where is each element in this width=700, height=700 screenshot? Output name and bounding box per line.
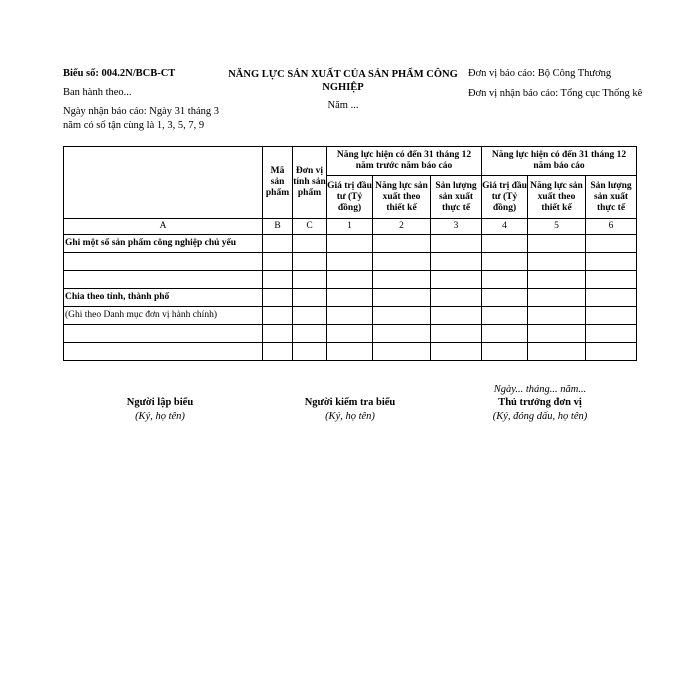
receiving-unit: Đơn vị nhận báo cáo: Tổng cục Thống kê: [468, 88, 643, 99]
col-letter: 4: [482, 219, 528, 235]
header-group-previous-year: Năng lực hiện có đến 31 tháng 12 năm trước năm báo cáo: [327, 147, 482, 176]
signature-preparer: [80, 396, 240, 424]
col-letter: 6: [586, 219, 637, 235]
header-product-code: Mã sản phẩm: [263, 147, 293, 219]
header-design-capacity-prev: Năng lực sản xuất theo thiết kế: [373, 176, 431, 219]
col-letter: 3: [431, 219, 482, 235]
row-label: (Ghi theo Danh mục đơn vị hành chính): [64, 307, 263, 325]
signature-head: [460, 396, 620, 424]
preparer-note: (Ký, họ tên): [135, 411, 185, 422]
row-label: [64, 253, 263, 271]
report-received-date: Ngày nhận báo cáo: Ngày 31 tháng 3 năm có số tận cùng là 1, 3, 5, 7, 9: [63, 106, 219, 131]
signature-date: Ngày... tháng... năm...: [493, 384, 587, 395]
row-label: Chia theo tỉnh, thành phố: [64, 289, 263, 307]
page-title: NĂNG LỰC SẢN XUẤT CỦA SẢN PHẨM CÔNG NGHIỆP: [228, 69, 458, 93]
signature-checker: [270, 396, 430, 424]
header-investment-value-prev: Giá trị đầu tư (Tỷ đồng): [327, 176, 373, 219]
preparer-title: Người lập biểu: [126, 397, 194, 408]
col-letter: B: [263, 219, 293, 235]
row-label: [64, 271, 263, 289]
row-label: [64, 325, 263, 343]
header-actual-output-curr: Sản lượng sản xuất thực tế: [586, 176, 637, 219]
table-row: [64, 325, 637, 343]
row-label: [64, 343, 263, 361]
header-actual-output-prev: Sản lượng sản xuất thực tế: [431, 176, 482, 219]
reporting-unit: Đơn vị báo cáo: Bộ Công Thương: [468, 68, 612, 79]
capacity-table: [63, 146, 637, 361]
table-row: [64, 289, 637, 307]
head-title: Thủ trưởng đơn vị: [498, 397, 582, 408]
head-note: (Ký, đóng dấu, họ tên): [492, 411, 588, 422]
header-investment-value-curr: Giá trị đầu tư (Tỷ đồng): [482, 176, 528, 219]
form-number: Biểu số: 004.2N/BCB-CT: [63, 68, 176, 79]
header-group-current-year: Năng lực hiện có đến 31 tháng 12 năm báo cáo: [482, 147, 637, 176]
table-row: [64, 253, 637, 271]
header-unit: Đơn vị tính sản phẩm: [293, 147, 327, 219]
header-design-capacity-curr: Năng lực sản xuất theo thiết kế: [528, 176, 586, 219]
row-label: Ghi một số sản phẩm công nghiệp chủ yếu: [64, 235, 263, 253]
col-letter: A: [64, 219, 263, 235]
checker-title: Người kiểm tra biểu: [304, 397, 396, 408]
table-row: [64, 235, 637, 253]
col-letter: 5: [528, 219, 586, 235]
table-row: [64, 271, 637, 289]
checker-note: (Ký, họ tên): [325, 411, 375, 422]
col-letter: C: [293, 219, 327, 235]
table-row: [64, 307, 637, 325]
header-name-cell: [64, 147, 263, 219]
report-year: Năm ...: [327, 100, 359, 111]
table-row: [64, 343, 637, 361]
issued-by: Ban hành theo...: [63, 87, 132, 98]
col-letter: 2: [373, 219, 431, 235]
col-letter: 1: [327, 219, 373, 235]
